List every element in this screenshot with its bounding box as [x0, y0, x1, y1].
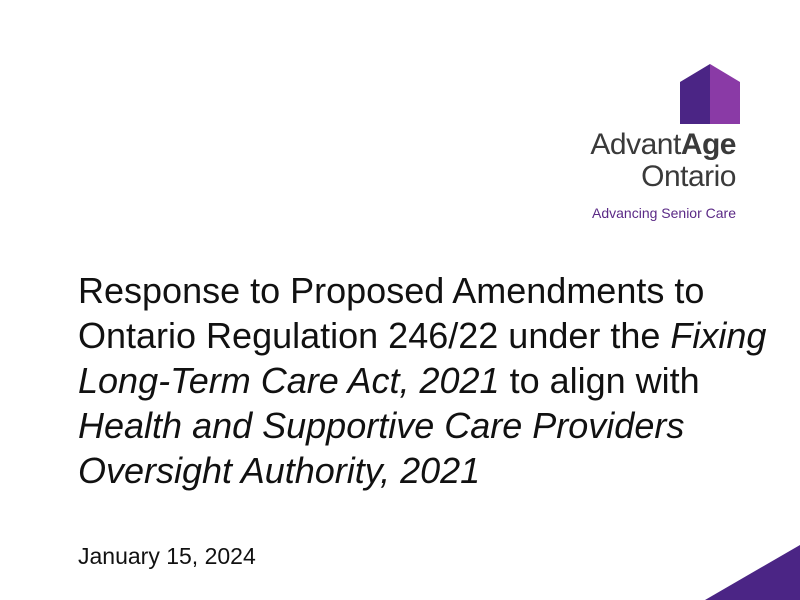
brand-name [590, 130, 736, 192]
brand-name-advant: Advant [590, 128, 681, 161]
document-title [78, 268, 778, 493]
title-text-1: Response to Proposed Amendments to Ontario Regulation 246/22 under the [78, 270, 705, 356]
title-text-2: to align with [499, 360, 700, 401]
brand-name-age: Age [680, 128, 736, 161]
title-act-name: Fixing Long-Term Care Act, 2021 [78, 315, 767, 401]
document-date: January 15, 2024 [78, 543, 256, 569]
brand-name-line1 [590, 130, 736, 160]
brand-tagline: Advancing Senior Care [592, 205, 736, 221]
corner-triangle-decoration [705, 545, 800, 600]
advantage-ontario-mark-icon [680, 64, 740, 124]
brand-name-line2: Ontario [641, 160, 736, 193]
title-authority-name: Health and Supportive Care Providers Oversight Authority, 2021 [78, 405, 685, 491]
